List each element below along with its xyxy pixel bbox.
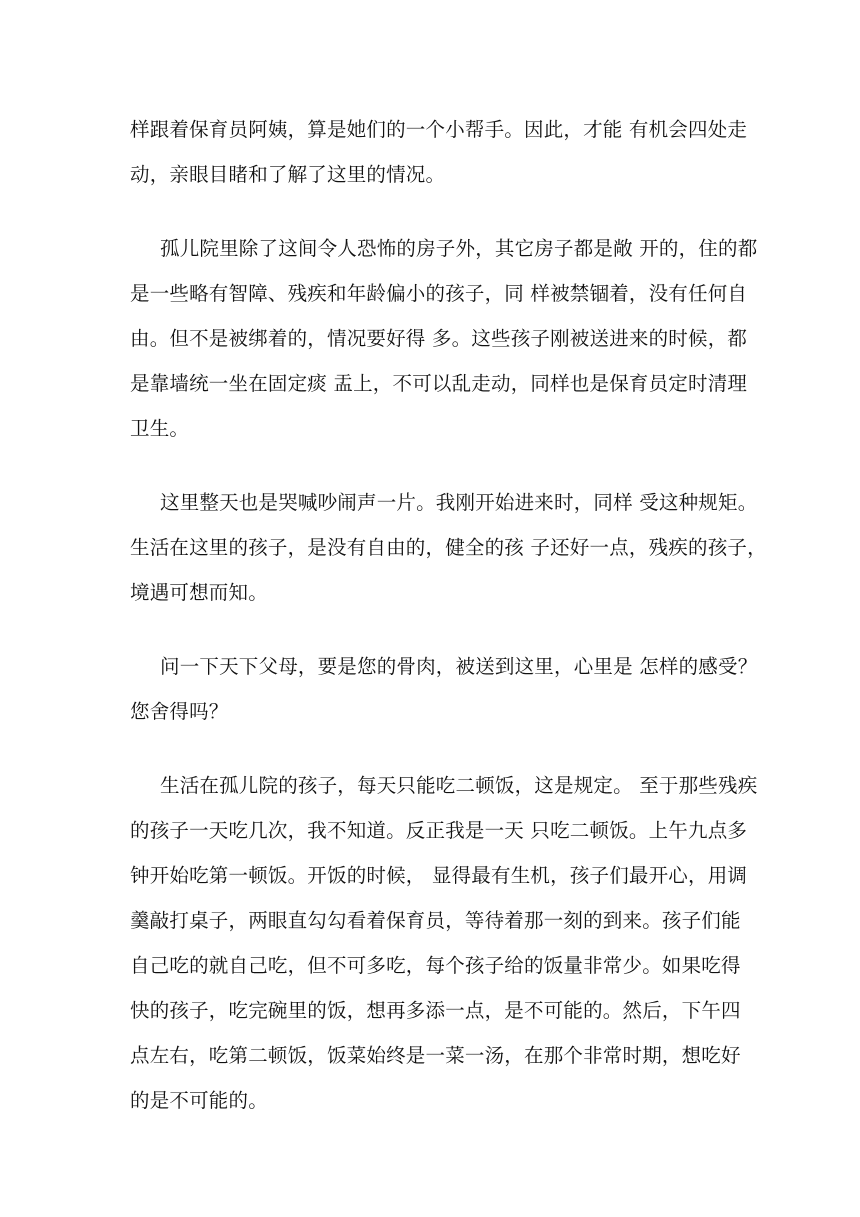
paragraph-line: 是一些略有智障、残疾和年龄偏小的孩子，同 样被禁锢着，没有任何自 (130, 282, 748, 305)
paragraph-line: 卫生。 (130, 417, 190, 440)
body-text (130, 107, 767, 1152)
paragraph-line: 的孩子一天吃几次，我不知道。反正我是一天 只吃二顿饭。上午九点多 (130, 819, 748, 842)
paragraph-1 (130, 107, 748, 197)
paragraph-line: 快的孩子，吃完碗里的饭，想再多添一点，是不可能的。然后，下午四 (130, 999, 741, 1022)
paragraph-line: 生活在孤儿院的孩子，每天只能吃二顿饭，这是规定。 至于那些残疾 (160, 774, 758, 797)
paragraph-line: 您舍得吗？ (130, 700, 229, 723)
paragraph-line: 境遇可想而知。 (130, 581, 268, 604)
paragraph-line: 自己吃的就自己吃，但不可多吃，每个孩子给的饭量非常少。如果吃得 (130, 954, 741, 977)
paragraph-5 (130, 763, 758, 1123)
paragraph-line: 点左右，吃第二顿饭，饭菜始终是一菜一汤，在那个非常时期，想吃好 (130, 1044, 741, 1067)
paragraph-4 (130, 644, 758, 734)
paragraph-line: 生活在这里的孩子，是没有自由的，健全的孩 子还好一点，残疾的孩子， (130, 536, 767, 559)
paragraph-line: 动，亲眼目睹和了解了这里的情况。 (130, 163, 446, 186)
paragraph-2 (130, 226, 758, 451)
paragraph-line: 样跟着保育员阿姨，算是她们的一个小帮手。因此，才能 有机会四处走 (130, 118, 748, 141)
paragraph-line: 是靠墙统一坐在固定痰 盂上，不可以乱走动，同样也是保育员定时清理 (130, 372, 748, 395)
paragraph-3 (130, 480, 767, 615)
paragraph-line: 的是不可能的。 (130, 1089, 268, 1112)
paragraph-line: 羹敲打桌子，两眼直勾勾看着保育员，等待着那一刻的到来。孩子们能 (130, 909, 741, 932)
paragraph-line: 孤儿院里除了这间令人恐怖的房子外，其它房子都是敞 开的，住的都 (160, 237, 758, 260)
paragraph-line: 问一下天下父母，要是您的骨肉，被送到这里，心里是 怎样的感受？ (160, 655, 758, 678)
paragraph-line: 钟开始吃第一顿饭。开饭的时候， 显得最有生机，孩子们最开心，用调 (130, 864, 748, 887)
paragraph-line: 这里整天也是哭喊吵闹声一片。我刚开始进来时，同样 受这种规矩。 (160, 491, 758, 514)
paragraph-line: 由。但不是被绑着的，情况要好得 多。这些孩子刚被送进来的时候，都 (130, 327, 748, 350)
